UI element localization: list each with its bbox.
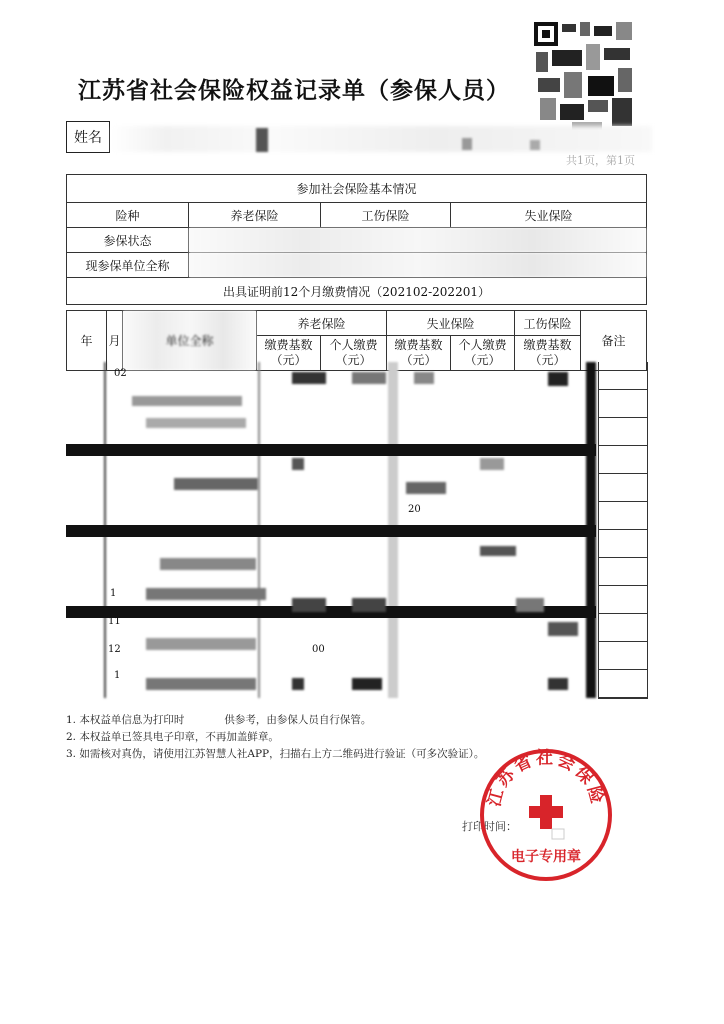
basic-info-heading: 参加社会保险基本情况 (67, 175, 647, 203)
notes-block (66, 712, 484, 763)
payments-heading: 出具证明前12个月缴费情况（202102-202201） (67, 278, 647, 305)
note-3: 3. 如需核对真伪，请使用江苏智慧人社APP，扫描右上方二维码进行验证（可多次验证）。 (66, 748, 485, 760)
row-label-employer: 现参保单位全称 (67, 253, 189, 278)
name-value-redacted (112, 126, 652, 152)
col-remarks: 备注 (581, 311, 647, 371)
col-pension-personal: 个人缴费（元） (321, 336, 387, 371)
status-values-redacted (189, 228, 647, 253)
seal-top-text: 江苏省社会保险 (484, 748, 608, 809)
qr-code[interactable] (532, 20, 636, 132)
row-label-type: 险种 (67, 203, 189, 228)
fragment-1: 02 (114, 368, 127, 379)
col-unemp-personal: 个人缴费（元） (451, 336, 515, 371)
fragment-5: 12 (108, 644, 121, 655)
note-2: 2. 本权益单已签具电子印章，不再加盖鲜章。 (66, 731, 279, 743)
type-injury: 工伤保险 (321, 203, 451, 228)
col-injury-base: 缴费基数（元） (515, 336, 581, 371)
electronic-seal (476, 745, 616, 885)
row-label-status: 参保状态 (67, 228, 189, 253)
fragment-4: 11 (108, 616, 121, 627)
col-year: 年 (67, 311, 107, 371)
col-unemp-base: 缴费基数（元） (387, 336, 451, 371)
fragment-2: 20 (408, 504, 421, 515)
seal-bottom-text: 电子专用章 (511, 849, 581, 865)
col-unemployment: 失业保险 (387, 311, 515, 336)
col-pension: 养老保险 (257, 311, 387, 336)
note-1-tail: 供参考，由参保人员自行保管。 (224, 714, 372, 726)
col-pension-base: 缴费基数（元） (257, 336, 321, 371)
document-title: 江苏省社会保险权益记录单（参保人员） (78, 77, 510, 104)
page-number: 共1页，第1页 (566, 154, 635, 167)
type-pension: 养老保险 (189, 203, 321, 228)
col-unit: 单位全称 (123, 311, 257, 371)
note-1: 1. 本权益单信息为打印时 (66, 714, 185, 726)
payments-redacted-area (66, 362, 596, 698)
remarks-column (598, 362, 648, 699)
basic-info-table (66, 174, 647, 305)
fragment-3: 1 (110, 588, 117, 599)
col-month: 月 (107, 311, 123, 371)
employer-name-redacted (189, 253, 647, 278)
print-time-label: 打印时间： (462, 820, 517, 833)
type-unemployment: 失业保险 (451, 203, 647, 228)
name-label: 姓名 (66, 121, 110, 153)
col-injury: 工伤保险 (515, 311, 581, 336)
fragment-6: 00 (312, 644, 325, 655)
fragment-7: 1 (114, 670, 121, 681)
